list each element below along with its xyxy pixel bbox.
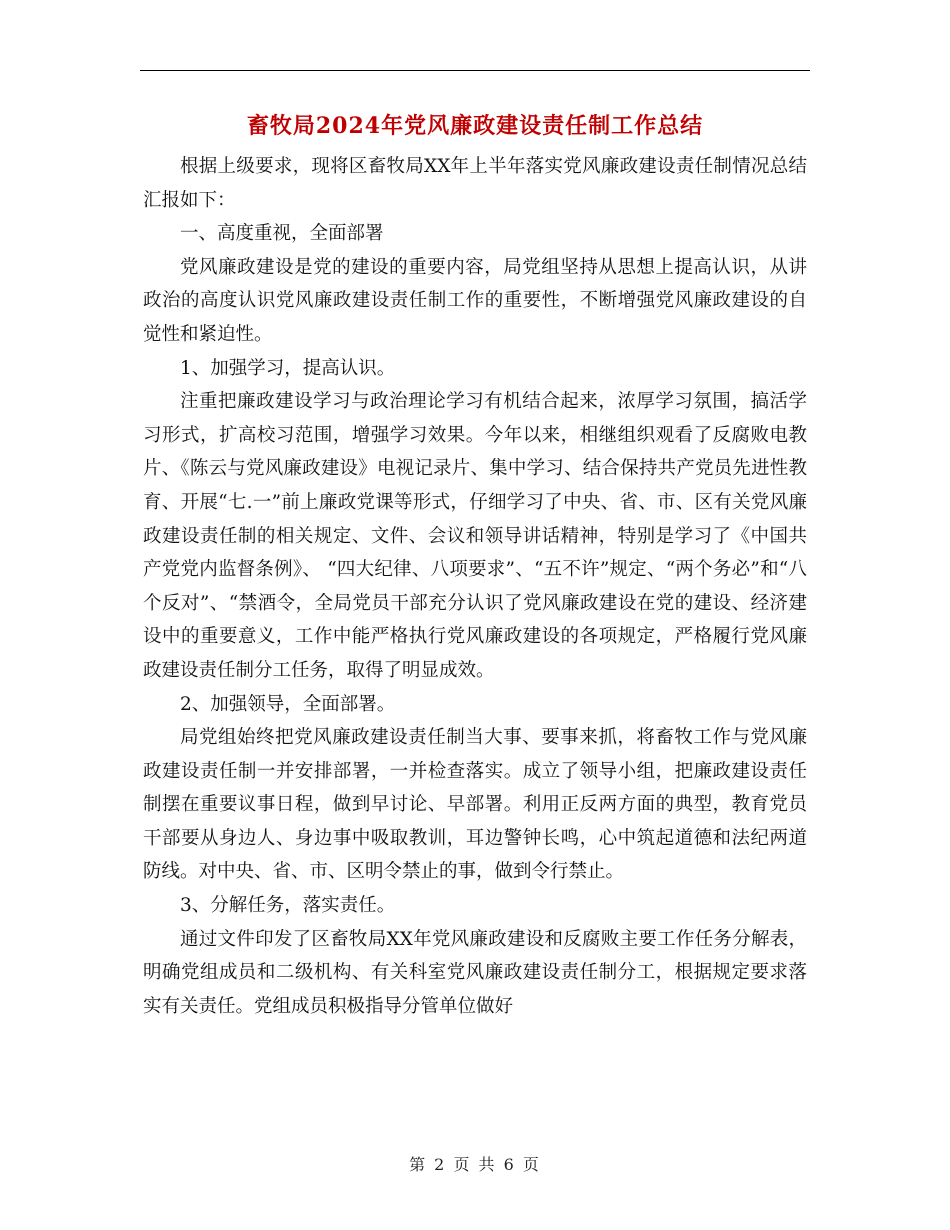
intro-paragraph: 根据上级要求，现将区畜牧局XX年上半年落实党风廉政建设责任制情况总结汇报如下： <box>143 156 807 211</box>
document-title: 畜牧局2024年党风廉政建设责任制工作总结 <box>246 113 704 139</box>
body-paragraph: 局党组始终把党风廉政建设责任制当大事、要事来抓，将畜牧工作与党风廉政建设责任制一并安排部署，一并检查落实。成立了领导小组，把廉政建设责任制摆在重要议事日程，做到早讨论、早部署。利用正反两方面的典型，教育党员干部要从身边人、身边事中吸取教训，耳边警钟长鸣，心中筑起道德和法纪两道防线。对中央、省、市、区明令禁止的事，做到令行禁止。 <box>143 727 807 883</box>
body-paragraph: 通过文件印发了区畜牧局XX年党风廉政建设和反腐败主要工作任务分解表，明确党组成员和二级机构、有关科室党风廉政建设责任制分工，根据规定要求落实有关责任。党组成员积极指导分管单位做好 <box>143 928 807 1017</box>
section-heading-1: 一、高度重视，全面部署 <box>180 223 384 245</box>
subheading-1: 1、加强学习，提高认识。 <box>180 357 396 379</box>
header-rule <box>140 70 810 71</box>
page-number: 第 2 页 共 6 页 <box>409 1155 541 1174</box>
body-paragraph: 注重把廉政建设学习与政治理论学习有机结合起来，浓厚学习氛围，搞活学习形式，扩高校习范围，增强学习效果。今年以来，相继组织观看了反腐败电教片、《陈云与党风廉政建设》电视记录片、集中学习、结合保持共产党员先进性教育、开展“七.一”前上廉政党课等形式，仔细学习了中央、省、市、区有关党风廉政建设责任制的相关规定、文件、会议和领导讲话精神，特别是学习了《中国共产党党内监督条例》、 “四大纪律、八项要求”、“五不许”规定、“两个务必”和“八个反对”、“禁酒令，全局党员干部充分认识了党风廉政建设在党的建设、经济建设中的重要意义，工作中能严格执行党风廉政建设的各项规定，严格履行党风廉政建设责任制分工任务，取得了明显成效。 <box>143 391 807 681</box>
body-paragraph: 党风廉政建设是党的建设的重要内容，局党组坚持从思想上提高认识，从讲政治的高度认识党风廉政建设责任制工作的重要性，不断增强党风廉政建设的自觉性和紧迫性。 <box>143 256 807 345</box>
subheading-2: 2、加强领导，全面部署。 <box>180 693 396 715</box>
document-body <box>143 150 807 1023</box>
subheading-3: 3、分解任务，落实责任。 <box>180 895 396 917</box>
